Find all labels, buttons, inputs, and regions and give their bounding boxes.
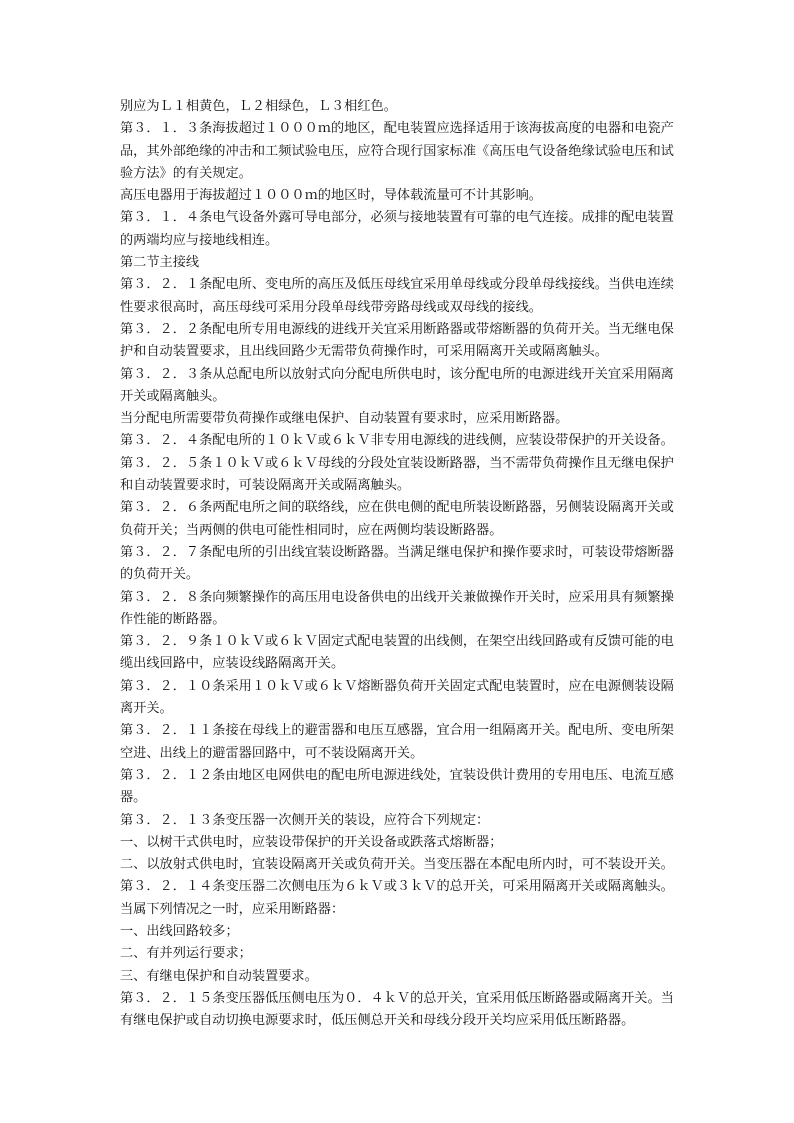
paragraph: 第３．２．１条配电所、变电所的高压及低压母线宜采用单母线或分段单母线接线。当供电连续性要求很高时，高压母线可采用分段单母线带旁路母线或双母线的接线。 xyxy=(120,277,674,315)
list-item: 三、有继电保护和自动装置要求。 xyxy=(120,968,318,984)
paragraph: 当分配电所需要带负荷操作或继电保护、自动装置有要求时，应采用断路器。 xyxy=(120,411,569,427)
paragraph: 第３．２．２条配电所专用电源线的进线开关宜采用断路器或带熔断器的负荷开关。当无继电保护和自动装置要求，且出线回路少无需带负荷操作时，可采用隔离开关或隔离触头。 xyxy=(120,321,674,360)
paragraph: 第３．１．４条电气设备外露可导电部分，必须与接地装置有可靠的电气连接。成排的配电装置的两端均应与接地线相连。 xyxy=(120,210,674,248)
paragraph: 第３．２．４条配电所的１０ｋＶ或６ｋＶ非专用电源线的进线侧，应装设带保护的开关设备。 xyxy=(120,433,674,449)
paragraph: 第３．２．８条向频繁操作的高压用电设备供电的出线开关兼做操作开关时，应采用具有频繁操作性能的断路器。 xyxy=(120,589,674,627)
paragraph: 第３．２．６条两配电所之间的联络线，应在供电侧的配电所装设断路器，另侧装设隔离开关或负荷开关；当两侧的供电可能性相同时，应在两侧均装设断路器。 xyxy=(120,500,674,538)
paragraph: 第３．２．１２条由地区电网供电的配电所电源进线处，宜装设供计费用的专用电压、电流互感器。 xyxy=(120,767,674,806)
paragraph: 第３．２．５条１０ｋＶ或６ｋＶ母线的分段处宜装设断路器，当不需带负荷操作且无继电保护和自动装置要求时，可装设隔离开关或隔离触头。 xyxy=(120,455,674,494)
paragraph: 第３．２．１３条变压器一次侧开关的装设，应符合下列规定： xyxy=(120,812,490,828)
paragraph: 第３．２．１５条变压器低压侧电压为０．４ｋＶ的总开关，宜采用低压断路器或隔离开关。当有继电保护或自动切换电源要求时，低压侧总开关和母线分段开关均应采用低压断路器。 xyxy=(120,990,674,1029)
list-item: 一、出线回路较多； xyxy=(120,923,239,939)
document-body xyxy=(120,96,676,1032)
list-item: 二、有并列运行要求； xyxy=(120,946,252,962)
paragraph: 别应为Ｌ１相黄色，Ｌ２相绿色，Ｌ３相红色。 xyxy=(120,99,397,114)
paragraph: 第３．２．３条从总配电所以放射式向分配电所供电时，该分配电所的电源进线开关宜采用隔离开关或隔离触头。 xyxy=(120,366,674,404)
paragraph: 第３．２．９条１０ｋＶ或６ｋＶ固定式配电装置的出线侧，在架空出线回路或有反馈可能的电缆出线回路中，应装设线路隔离开关。 xyxy=(120,634,674,672)
paragraph: 第３．２．１４条变压器二次侧电压为６ｋＶ或３ｋＶ的总开关，可采用隔离开关或隔离触头。当属下列情况之一时，应采用断路器： xyxy=(120,879,674,917)
paragraph: 第３．２．１０条采用１０ｋＶ或６ｋＶ熔断器负荷开关固定式配电装置时，应在电源侧装设隔离开关。 xyxy=(120,678,674,717)
paragraph: 第３．１．３条海拔超过１０００ｍ的地区，配电装置应选择适用于该海拔高度的电器和电瓷产品，其外部绝缘的冲击和工频试验电压，应符合现行国家标准《高压电气设备绝缘试验电压和试验方法》的有关规定。 xyxy=(120,121,674,181)
paragraph: 第３．２．７条配电所的引出线宜装设断路器。当满足继电保护和操作要求时，可装设带熔断器的负荷开关。 xyxy=(120,544,674,583)
list-item: 二、以放射式供电时，宜装设隔离开关或负荷开关。当变压器在本配电所内时，可不装设开关。 xyxy=(120,857,674,873)
paragraph: 第３．２．１１条接在母线上的避雷器和电压互感器，宜合用一组隔离开关。配电所、变电所架空进、出线上的避雷器回路中，可不装设隔离开关。 xyxy=(120,723,674,761)
paragraph: 高压电器用于海拔超过１０００ｍ的地区时，导体载流量可不计其影响。 xyxy=(120,188,542,204)
list-item: 一、以树干式供电时，应装设带保护的开关设备或跌落式熔断器； xyxy=(120,834,503,850)
section-heading: 第二节主接线 xyxy=(120,255,200,271)
